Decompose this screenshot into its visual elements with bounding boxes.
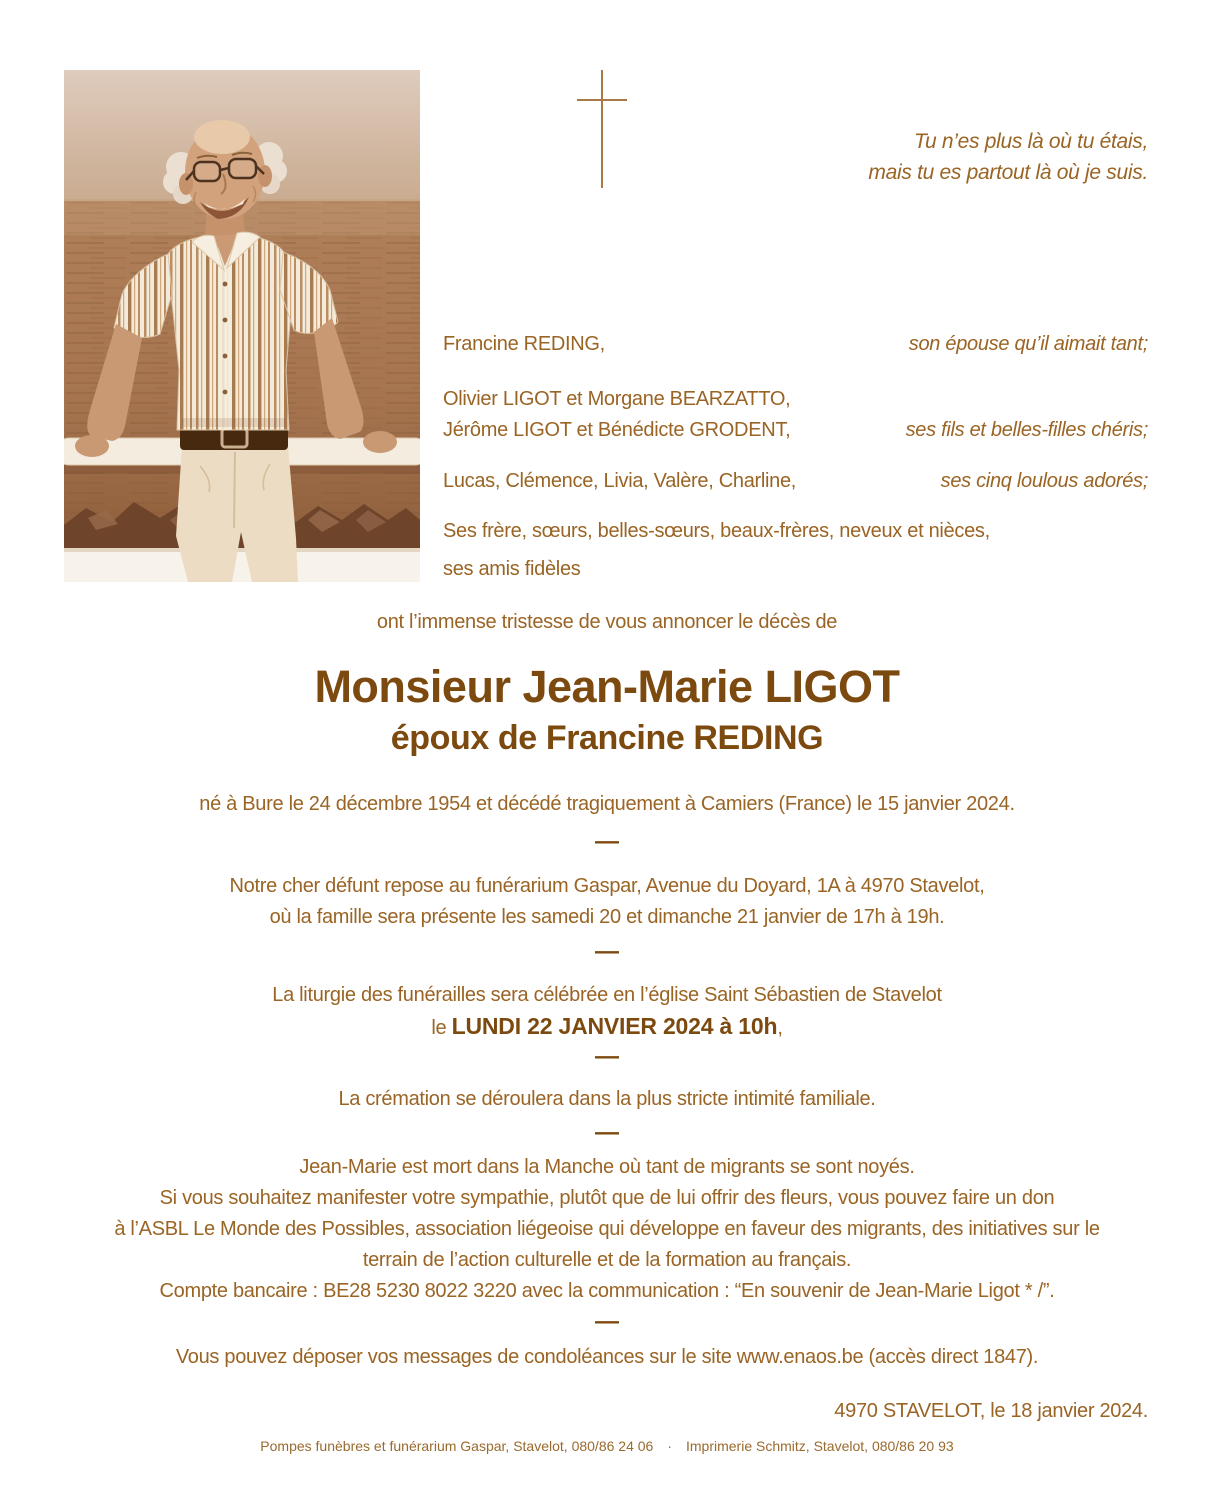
family-relation-grandchildren: ses cinq loulous adorés; [940, 470, 1148, 492]
liturgy-date-suffix: , [777, 1017, 783, 1039]
wake-paragraph [0, 871, 1214, 933]
separator-dash-3: — [595, 1043, 619, 1070]
memorial-photo-illustration [64, 70, 420, 582]
footer-dot-separator: · [667, 1438, 672, 1454]
announcement-line: ont l’immense tristesse de vous annoncer le décès de [376, 611, 838, 633]
deceased-name: Monsieur Jean-Marie LIGOT [314, 661, 900, 712]
footer-funeral-home: Pompes funèbres et funérarium Gaspar, Stavelot, 080/86 24 06 [260, 1438, 654, 1454]
memorial-quote-line2: mais tu es partout là où je suis. [868, 161, 1148, 184]
condolences-line: Vous pouvez déposer vos messages de condoléances sur le site www.enaos.be (accès direct 1847). [175, 1346, 1039, 1368]
memorial-quote-line1: Tu n’es plus là où tu étais, [913, 130, 1148, 153]
family-name-relatives: Ses frère, sœurs, belles-sœurs, beaux-frères, neveux et nièces, [443, 520, 990, 542]
separator-dash-1: — [595, 828, 619, 855]
family-relation-sons: ses fils et belles-filles chéris; [905, 419, 1148, 441]
donation-line4: terrain de l’action culturelle et de la formation au français. [362, 1249, 852, 1271]
family-name-grandchildren: Lucas, Clémence, Livia, Valère, Charline, [443, 470, 797, 492]
donation-line5-bank-account: Compte bancaire : BE28 5230 8022 3220 avec la communication : “En souvenir de Jean-Marie Ligot * /”. [159, 1280, 1055, 1302]
donation-paragraph [0, 1152, 1214, 1307]
promenade-ledge [64, 548, 420, 582]
footer-printer: Imprimerie Schmitz, Stavelot, 080/86 20 93 [686, 1438, 954, 1454]
wake-line1: Notre cher défunt repose au funérarium Gaspar, Avenue du Doyard, 1A à 4970 Stavelot, [229, 875, 985, 897]
cremation-line: La crémation se déroulera dans la plus stricte intimité familiale. [338, 1088, 876, 1110]
donation-line2: Si vous souhaitez manifester votre sympathie, plutôt que de lui offrir des fleurs, vous pouvez faire un don [159, 1187, 1055, 1209]
memorial-quote [868, 126, 1148, 188]
funeral-date: LUNDI 22 JANVIER 2024 à 10h [451, 1013, 778, 1039]
family-name-son1: Olivier LIGOT et Morgane BEARZATTO, [443, 388, 791, 410]
liturgy-date-prefix: le [431, 1017, 452, 1039]
cross-horizontal-bar [577, 99, 627, 101]
donation-line1: Jean-Marie est mort dans la Manche où tant de migrants se sont noyés. [299, 1156, 915, 1178]
cross-vertical-bar [601, 70, 603, 188]
separator-dash-2: — [595, 938, 619, 965]
liturgy-line1: La liturgie des funérailles sera célébrée en l’église Saint Sébastien de Stavelot [272, 984, 942, 1006]
family-name-wife: Francine REDING, [443, 333, 605, 355]
family-relation-wife: son épouse qu’il aimait tant; [908, 333, 1148, 355]
deceased-spouse-line: époux de Francine REDING [390, 719, 824, 757]
wake-line2: où la famille sera présente les samedi 20 et dimanche 21 janvier de 17h à 19h. [269, 906, 945, 928]
memorial-photo [64, 70, 420, 582]
separator-dash-4: — [595, 1119, 619, 1146]
footer-note [0, 1438, 1214, 1454]
family-name-friends: ses amis fidèles [443, 558, 581, 580]
family-name-son2: Jérôme LIGOT et Bénédicte GRODENT, [443, 419, 791, 441]
liturgy-paragraph [0, 980, 1214, 1044]
life-dates-line: né à Bure le 24 décembre 1954 et décédé tragiquement à Camiers (France) le 15 janvier 2024. [199, 793, 1015, 815]
liturgy-date-line [0, 1011, 1214, 1044]
closing-dateline: 4970 STAVELOT, le 18 janvier 2024. [834, 1400, 1148, 1422]
donation-line3: à l’ASBL Le Monde des Possibles, association liégeoise qui développe en faveur des migrants, des initiatives sur le [114, 1218, 1100, 1240]
separator-dash-5: — [595, 1308, 619, 1335]
